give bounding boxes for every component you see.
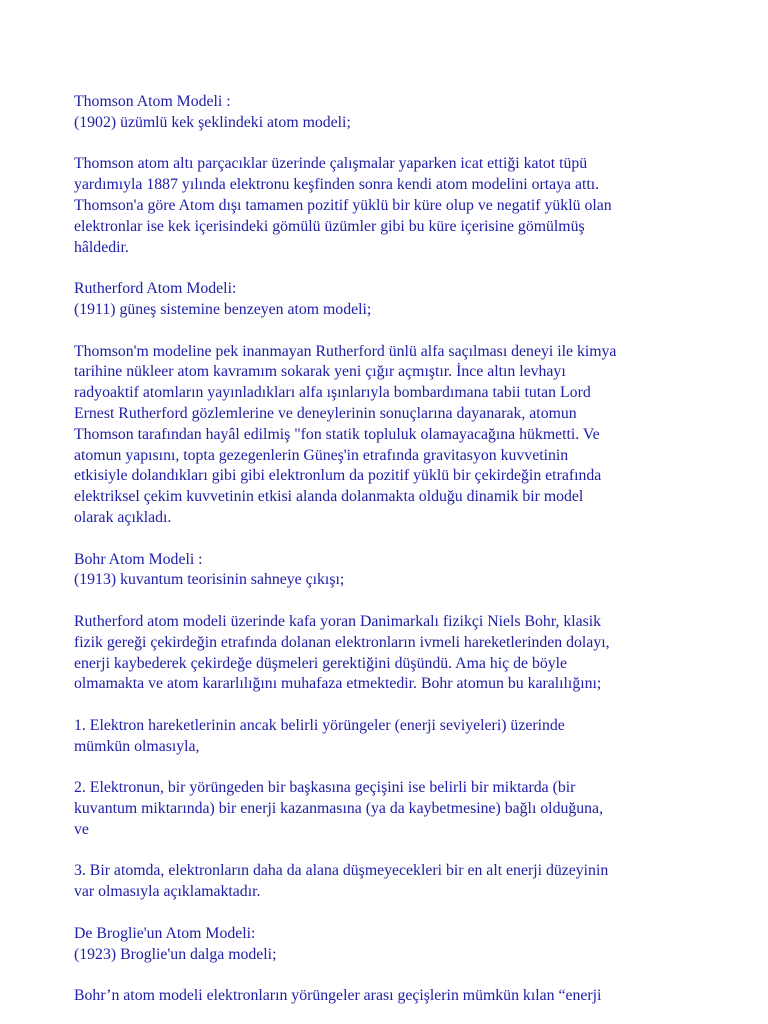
heading-line: Thomson Atom Modeli : — [74, 93, 231, 110]
subheading-line: (1923) Broglie'un dalga modeli; — [74, 945, 277, 963]
thomson-paragraph — [74, 154, 708, 258]
list-item-line: 2. Elektronun, bir yörüngeden bir başkasına geçişini ise belirli bir miktarda (bir — [74, 779, 576, 797]
subheading-line: (1913) kuvantum teorisinin sahneye çıkışı; — [74, 571, 345, 589]
bohr-paragraph — [74, 612, 708, 695]
paragraph-line: hâldedir. — [74, 238, 129, 256]
de-broglie-heading — [74, 924, 708, 966]
paragraph-line: Thomson atom altı parçacıklar üzerinde çalışmalar yaparken icat ettiği katot tüpü — [74, 155, 588, 173]
paragraph-line: Bohr’n atom modeli elektronların yörüngeler arası geçişlerin mümkün kılan “enerji — [74, 987, 602, 1005]
list-item-line: 3. Bir atomda, elektronların daha da alana düşmeyecekleri bir en alt enerji düzeyinin — [74, 862, 609, 880]
list-item-line: mümkün olmasıyla, — [74, 737, 200, 755]
list-item-line: 1. Elektron hareketlerinin ancak belirli yörüngeler (enerji seviyeleri) üzerinde — [74, 716, 565, 734]
bohr-list-item-1 — [74, 716, 708, 758]
bohr-heading — [74, 550, 708, 592]
paragraph-line: yardımıyla 1887 yılında elektronu keşfinden sonra kendi atom modelini ortaya attı. — [74, 176, 600, 194]
paragraph-line: elektriksel çekim kuvvetinin etkisi alanda dolanmakta olduğu dinamik bir model — [74, 488, 584, 506]
paragraph-line: elektronlar ise kek içerisindeki gömülü üzümler gibi bu küre içerisine gömülmüş — [74, 217, 585, 235]
bohr-list-item-3 — [74, 861, 708, 903]
subheading-line: (1911) güneş sistemine benzeyen atom modeli; — [74, 300, 372, 318]
heading-line: De Broglie'un Atom Modeli: — [74, 924, 256, 942]
paragraph-line: Thomson'm modeline pek inanmayan Rutherford ünlü alfa saçılması deneyi ile kimya — [74, 342, 617, 360]
list-item-line: kuvantum miktarında) bir enerji kazanmasına (ya da kaybetmesine) bağlı olduğuna, — [74, 800, 604, 818]
paragraph-line: tarihine nükleer atom kavramım sokarak yeni çığır açmıştır. İnce altın levhayı — [74, 363, 566, 381]
paragraph-line: olmamakta ve atom kararlılığını muhafaza etmektedir. Bohr atomun bu karalılığını; — [74, 675, 602, 693]
list-item-line: var olmasıyla açıklamaktadır. — [74, 883, 261, 901]
heading-line: Bohr Atom Modeli : — [74, 550, 203, 568]
de-broglie-paragraph — [74, 986, 708, 1007]
rutherford-heading — [74, 279, 708, 321]
paragraph-line: radyoaktif atomların yayınladıkları alfa ışınlarıyla bombardımana tabii tutan Lord — [74, 384, 591, 402]
paragraph-line: Thomson tarafından hayâl edilmiş "fon statik topluluk olamayacağına hükmetti. Ve — [74, 425, 600, 443]
heading-line: Rutherford Atom Modeli: — [74, 280, 237, 298]
paragraph-line: fizik gereği çekirdeğin etrafında dolanan elektronların ivmeli hareketlerinden dolayı, — [74, 633, 610, 651]
paragraph-line: atomun yapısını, topta gezegenlerin Güneş'in etrafında gravitasyon kuvvetinin — [74, 446, 569, 464]
list-item-line: ve — [74, 820, 89, 838]
paragraph-line: enerji kaybederek çekirdeğe düşmeleri gerektiğini düşündü. Ama hiç de böyle — [74, 654, 568, 672]
paragraph-line: Rutherford atom modeli üzerinde kafa yoran Danimarkalı fizikçi Niels Bohr, klasik — [74, 612, 602, 630]
paragraph-line: Thomson'a göre Atom dışı tamamen pozitif yüklü bir küre olup ve negatif yüklü olan — [74, 196, 612, 214]
rutherford-paragraph — [74, 342, 708, 529]
paragraph-line: Ernest Rutherford gözlemlerine ve deneylerinin sonuçlarına dayanarak, atomun — [74, 404, 577, 422]
paragraph-line: olarak açıkladı. — [74, 508, 172, 526]
paragraph-line: etkisiyle dolandıkları gibi gibi elektronlum da pozitif yüklü bir çekirdeğin etrafında — [74, 467, 602, 485]
subheading-line: (1902) üzümlü kek şeklindeki atom modeli; — [74, 113, 351, 131]
bohr-list-item-2 — [74, 778, 708, 840]
thomson-heading — [74, 92, 708, 134]
